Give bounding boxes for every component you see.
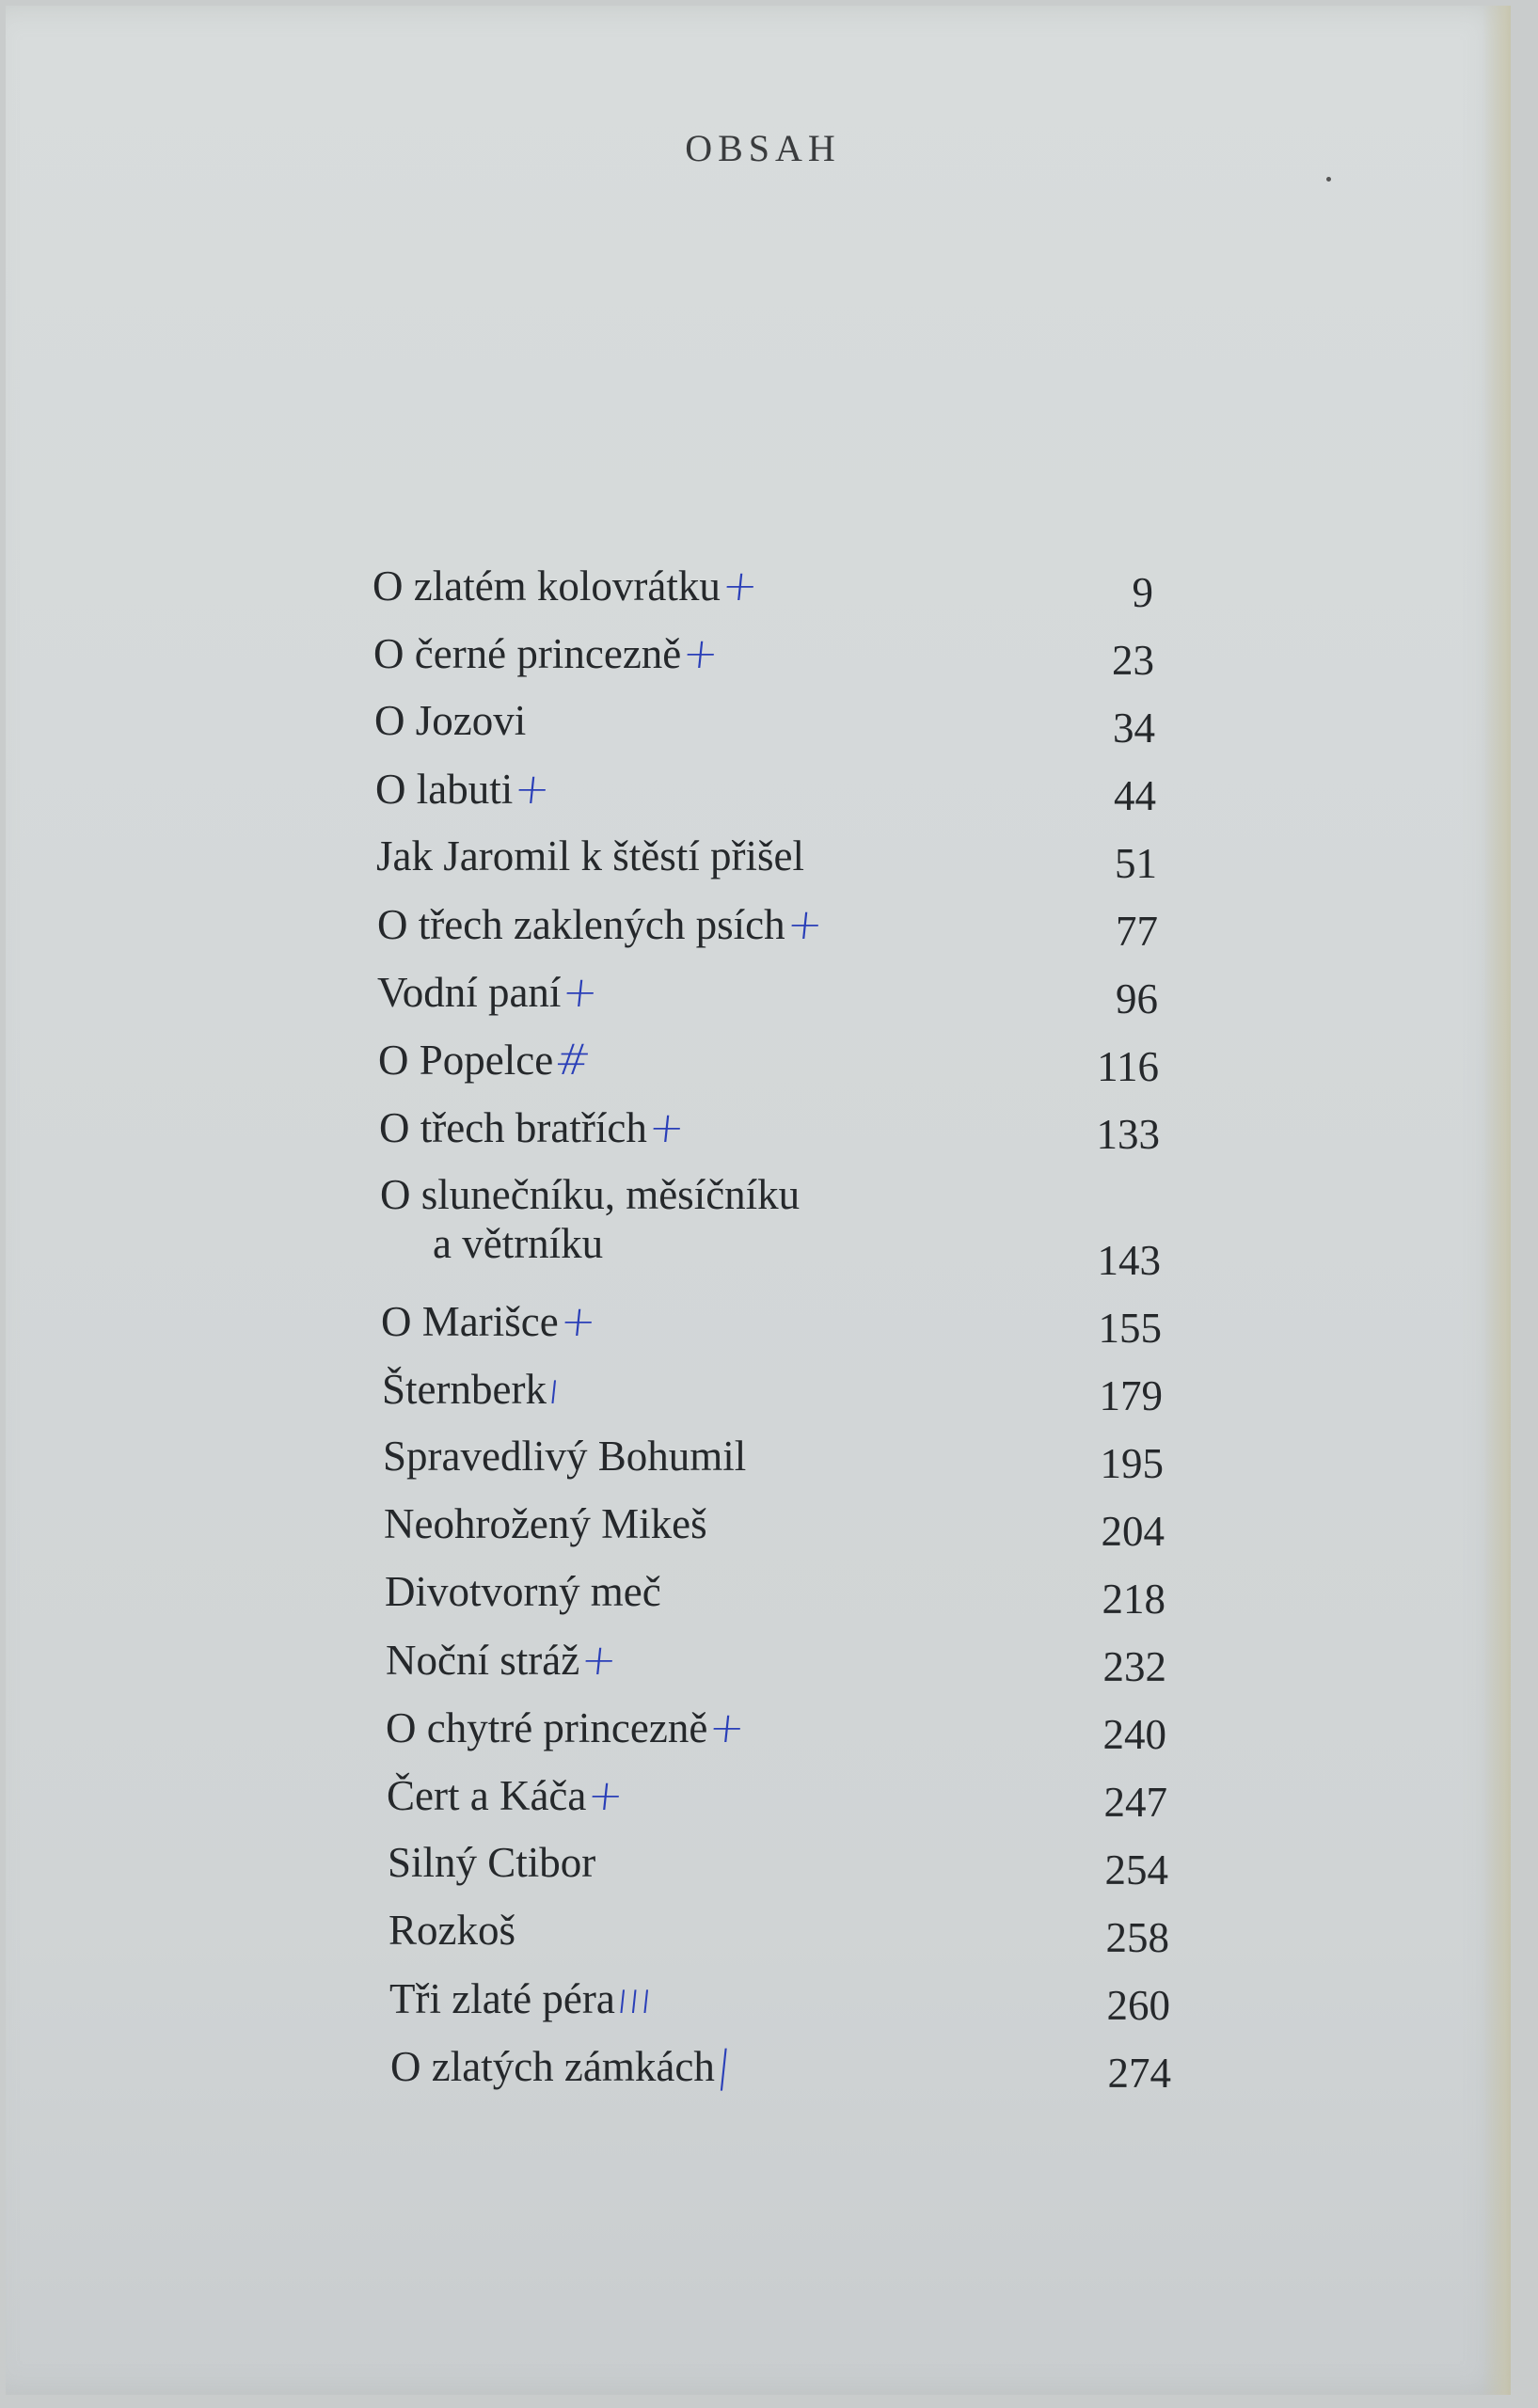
page-edge <box>1483 6 1511 2395</box>
toc-page-number: 143 <box>1097 1237 1161 1284</box>
toc-entry <box>390 2041 1171 2109</box>
toc-page-number: 96 <box>1116 975 1158 1022</box>
handwritten-mark: + <box>720 561 761 610</box>
toc-title-text: Spravedlivý Bohumil <box>383 1433 747 1480</box>
toc-page-number: 77 <box>1116 908 1158 955</box>
handwritten-mark: ııı <box>614 1973 656 2023</box>
handwritten-mark: + <box>585 1770 626 1820</box>
toc-page-number: 247 <box>1103 1779 1167 1826</box>
handwritten-mark: + <box>646 1102 688 1152</box>
toc-entry <box>376 832 1157 899</box>
toc-entry <box>381 1296 1162 1364</box>
handwritten-mark: ı <box>546 1364 563 1414</box>
toc-entry <box>383 1432 1164 1499</box>
toc-page-number: 260 <box>1106 1982 1170 2029</box>
toc-title-text: O Popelce <box>378 1037 554 1084</box>
toc-entry <box>378 1035 1159 1102</box>
toc-entry-title <box>383 1432 746 1481</box>
toc-entry <box>389 1973 1170 2041</box>
toc-page-number: 34 <box>1113 705 1155 752</box>
toc-entry-title <box>389 1973 656 2023</box>
toc-title-text: O zlatém kolovrátku <box>373 562 721 610</box>
toc-entry <box>375 764 1156 832</box>
handwritten-mark: + <box>680 628 721 678</box>
toc-entry-title <box>378 1035 594 1085</box>
toc-entry-title <box>374 696 526 745</box>
toc-page-number: 195 <box>1100 1440 1164 1487</box>
toc-entry <box>386 1703 1166 1770</box>
toc-page-number: 204 <box>1101 1508 1165 1555</box>
handwritten-mark: + <box>579 1635 620 1685</box>
toc-entry-title <box>379 1102 688 1152</box>
toc-entry-title <box>380 1170 800 1268</box>
handwritten-mark: | <box>714 2041 734 2091</box>
toc-title-text: O labuti <box>375 766 514 813</box>
toc-entry-title <box>386 1703 748 1752</box>
toc-title-text: Jak Jaromil k štěstí přišel <box>376 832 804 879</box>
toc-entry-title <box>388 1838 595 1887</box>
toc-entry <box>380 1170 1161 1284</box>
toc-page-number: 179 <box>1099 1372 1163 1419</box>
toc-entry-title <box>388 1906 515 1955</box>
toc-entry <box>388 1838 1168 1906</box>
toc-entry-title <box>387 1770 624 1820</box>
toc-entry-title <box>381 1296 599 1346</box>
toc-title-text: O třech bratřích <box>379 1104 647 1151</box>
toc-title-text: O zlatých zámkách <box>390 2043 715 2090</box>
toc-entry-title <box>382 1364 563 1414</box>
toc-title-text: O chytré princezně <box>386 1704 708 1751</box>
toc-entry <box>373 561 1153 628</box>
toc-title-text: Rozkoš <box>388 1907 515 1954</box>
toc-title-text: Neohrožený Mikeš <box>384 1500 707 1547</box>
toc-page-number: 133 <box>1096 1111 1160 1158</box>
toc-page-number: 44 <box>1114 772 1156 819</box>
handwritten-mark: + <box>706 1703 748 1752</box>
toc-entry-title <box>390 2041 734 2091</box>
toc-entry <box>373 628 1154 696</box>
toc-entry-title <box>376 832 804 880</box>
toc-entry <box>387 1770 1167 1838</box>
handwritten-mark: + <box>784 899 826 949</box>
toc-title-text: O Marišce <box>381 1298 559 1345</box>
toc-entry <box>386 1635 1166 1703</box>
toc-entry-title <box>377 967 601 1017</box>
toc-entry-title <box>386 1635 620 1685</box>
toc-title-text: O černé princezně <box>373 630 682 677</box>
toc-entry <box>377 967 1158 1035</box>
toc-page-number: 116 <box>1097 1043 1159 1090</box>
handwritten-mark: + <box>557 1296 599 1346</box>
toc-page-number: 232 <box>1102 1643 1166 1690</box>
toc-entry-title <box>385 1567 661 1616</box>
toc-entry <box>385 1567 1165 1635</box>
toc-page-number: 254 <box>1104 1846 1168 1893</box>
toc-title-text: Divotvorný meč <box>385 1568 661 1615</box>
toc-title-continuation: a větrníku <box>433 1220 604 1267</box>
handwritten-mark: # <box>552 1035 594 1085</box>
toc-page-number: 23 <box>1112 637 1154 684</box>
toc-title-text: Vodní paní <box>377 969 562 1016</box>
toc-title-text: Čert a Káča <box>387 1772 587 1819</box>
toc-page-number: 274 <box>1107 2050 1171 2097</box>
toc-title-text: Noční stráž <box>386 1637 580 1684</box>
toc-entry <box>382 1364 1163 1432</box>
toc-entry <box>374 696 1155 764</box>
toc-entry-title <box>373 561 761 610</box>
toc-page-number: 51 <box>1115 840 1157 887</box>
toc-title-text: O Jozovi <box>374 697 527 744</box>
toc-entry <box>377 899 1158 967</box>
toc-entry-title <box>377 899 826 949</box>
toc-page-number: 155 <box>1098 1305 1162 1352</box>
toc-entry <box>384 1499 1165 1567</box>
toc-title-text: O třech zaklených psích <box>377 901 785 948</box>
toc-entry <box>388 1906 1169 1973</box>
toc-title-text: O slunečníku, měsíčníku <box>380 1171 801 1218</box>
toc-entry-title <box>384 1499 707 1548</box>
toc-page-number: 258 <box>1105 1914 1169 1961</box>
toc-page-number: 240 <box>1102 1711 1166 1758</box>
toc-page-number: 218 <box>1102 1576 1165 1623</box>
toc-entry <box>379 1102 1160 1170</box>
book-page <box>6 6 1511 2395</box>
ink-speck <box>1326 177 1331 182</box>
toc-page-number: 9 <box>1132 569 1153 616</box>
toc-title-text: Tři zlaté péra <box>389 1975 615 2022</box>
toc-entry-title <box>375 764 553 814</box>
toc-title-text: Silný Ctibor <box>388 1839 596 1886</box>
page-title: OBSAH <box>685 127 841 169</box>
toc-entry-title <box>373 628 719 678</box>
toc-title-text: Šternberk <box>382 1366 547 1413</box>
handwritten-mark: + <box>560 967 601 1017</box>
handwritten-mark: + <box>512 764 553 814</box>
